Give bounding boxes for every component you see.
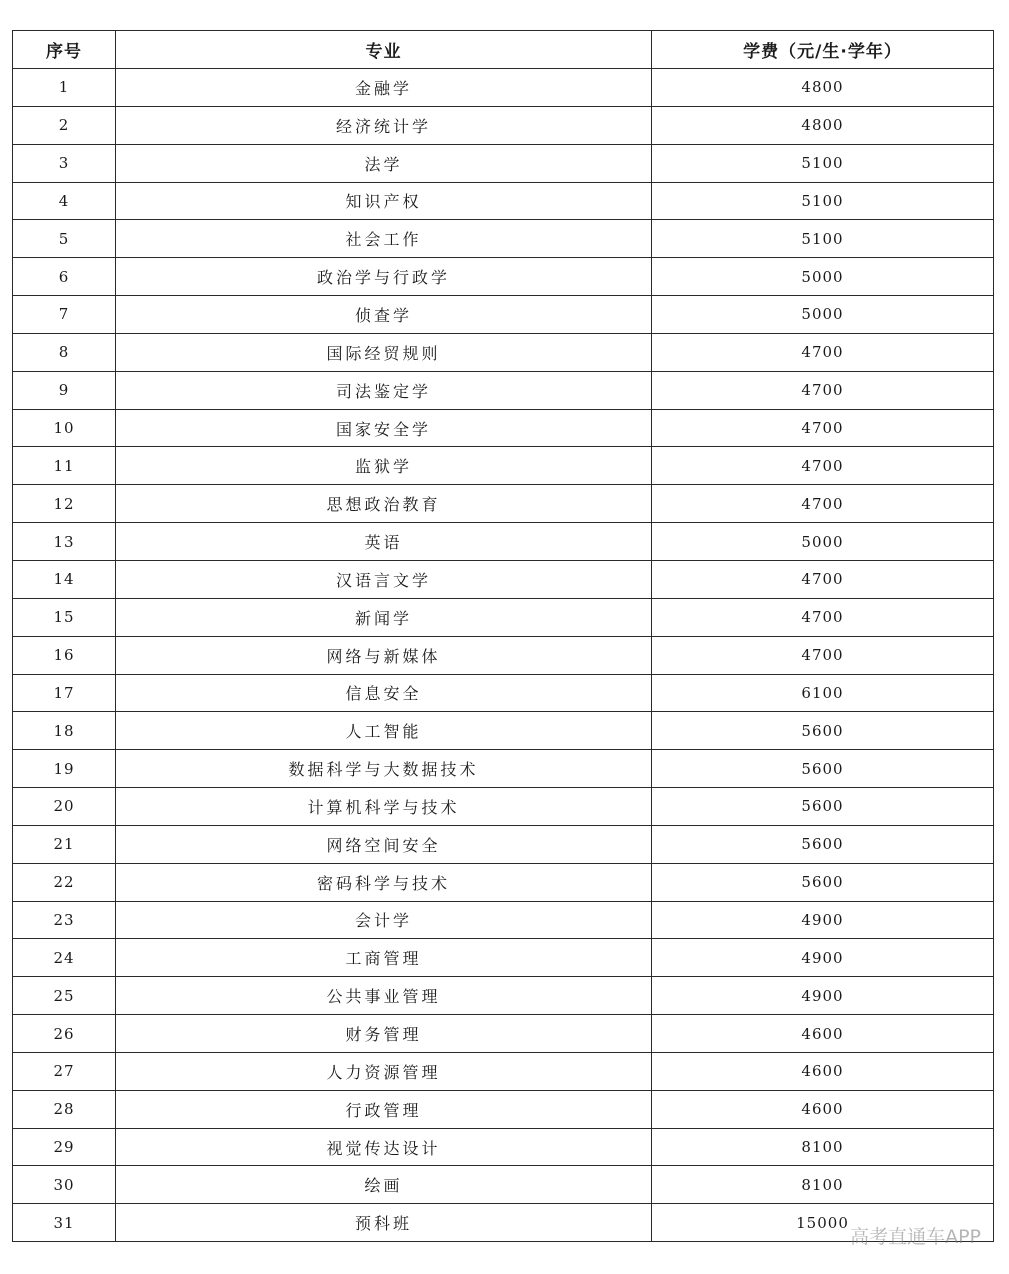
row-index: 20 [13,788,116,826]
table-row [13,1166,994,1204]
row-fee: 4600 [652,1090,994,1128]
row-index: 1 [13,69,116,107]
table-row [13,560,994,598]
row-fee: 8100 [652,1128,994,1166]
row-index: 18 [13,712,116,750]
row-major: 网络与新媒体 [116,636,652,674]
row-index: 27 [13,1052,116,1090]
header-major: 专业 [116,31,652,69]
row-index: 14 [13,560,116,598]
row-fee: 4700 [652,333,994,371]
row-fee: 5000 [652,258,994,296]
row-fee: 4800 [652,106,994,144]
table-row [13,977,994,1015]
table-row [13,788,994,826]
table-row [13,69,994,107]
table-row [13,598,994,636]
row-major: 公共事业管理 [116,977,652,1015]
table-row [13,863,994,901]
row-index: 5 [13,220,116,258]
row-major: 侦查学 [116,296,652,334]
table-row [13,220,994,258]
row-major: 工商管理 [116,939,652,977]
table-row [13,258,994,296]
table-row [13,712,994,750]
row-major: 人力资源管理 [116,1052,652,1090]
row-fee: 5100 [652,220,994,258]
row-major: 知识产权 [116,182,652,220]
row-fee: 4700 [652,447,994,485]
table-row [13,674,994,712]
table-row [13,750,994,788]
row-index: 25 [13,977,116,1015]
table-row [13,371,994,409]
table-row [13,182,994,220]
row-fee: 4900 [652,977,994,1015]
row-major: 信息安全 [116,674,652,712]
row-index: 3 [13,144,116,182]
table-row [13,523,994,561]
row-index: 17 [13,674,116,712]
row-major: 计算机科学与技术 [116,788,652,826]
row-major: 经济统计学 [116,106,652,144]
tuition-fee-table [12,30,994,1242]
row-index: 15 [13,598,116,636]
row-index: 13 [13,523,116,561]
row-major: 行政管理 [116,1090,652,1128]
table-body [13,69,994,1242]
row-major: 财务管理 [116,1015,652,1053]
row-fee: 4700 [652,560,994,598]
row-major: 新闻学 [116,598,652,636]
row-index: 26 [13,1015,116,1053]
row-fee: 5100 [652,144,994,182]
row-fee: 4600 [652,1052,994,1090]
row-fee: 4700 [652,485,994,523]
row-index: 7 [13,296,116,334]
row-fee: 5600 [652,863,994,901]
row-major: 人工智能 [116,712,652,750]
row-fee: 6100 [652,674,994,712]
row-fee: 4700 [652,371,994,409]
table-row [13,106,994,144]
row-fee: 5600 [652,788,994,826]
table-row [13,1090,994,1128]
row-major: 法学 [116,144,652,182]
table-row [13,333,994,371]
row-fee: 5600 [652,712,994,750]
row-index: 9 [13,371,116,409]
row-index: 24 [13,939,116,977]
row-major: 汉语言文学 [116,560,652,598]
row-major: 金融学 [116,69,652,107]
row-index: 22 [13,863,116,901]
row-fee: 4900 [652,939,994,977]
header-fee: 学费（元/生·学年） [652,31,994,69]
table-header [13,31,994,69]
row-major: 政治学与行政学 [116,258,652,296]
row-fee: 5600 [652,825,994,863]
row-major: 监狱学 [116,447,652,485]
row-major: 国际经贸规则 [116,333,652,371]
row-fee: 8100 [652,1166,994,1204]
header-index: 序号 [13,31,116,69]
row-index: 6 [13,258,116,296]
row-major: 密码科学与技术 [116,863,652,901]
row-index: 12 [13,485,116,523]
row-index: 29 [13,1128,116,1166]
row-index: 11 [13,447,116,485]
row-index: 31 [13,1204,116,1242]
row-index: 2 [13,106,116,144]
row-fee: 5600 [652,750,994,788]
table-row [13,1052,994,1090]
table-row [13,1204,994,1242]
row-major: 国家安全学 [116,409,652,447]
row-major: 会计学 [116,901,652,939]
row-index: 8 [13,333,116,371]
row-index: 21 [13,825,116,863]
row-major: 司法鉴定学 [116,371,652,409]
row-major: 网络空间安全 [116,825,652,863]
row-fee: 4700 [652,636,994,674]
row-index: 10 [13,409,116,447]
row-major: 视觉传达设计 [116,1128,652,1166]
table-row [13,296,994,334]
table-row [13,485,994,523]
row-fee: 4700 [652,598,994,636]
row-index: 28 [13,1090,116,1128]
table-row [13,1015,994,1053]
row-major: 思想政治教育 [116,485,652,523]
row-index: 19 [13,750,116,788]
row-fee: 5100 [652,182,994,220]
row-fee: 4700 [652,409,994,447]
table-row [13,901,994,939]
row-major: 数据科学与大数据技术 [116,750,652,788]
row-fee: 5000 [652,523,994,561]
table-row [13,636,994,674]
table-row [13,825,994,863]
row-index: 30 [13,1166,116,1204]
header-row [13,31,994,69]
table-row [13,447,994,485]
row-major: 绘画 [116,1166,652,1204]
table-row [13,144,994,182]
table-row [13,1128,994,1166]
row-major: 社会工作 [116,220,652,258]
row-major: 英语 [116,523,652,561]
row-fee: 4900 [652,901,994,939]
row-fee: 15000 [652,1204,994,1242]
row-fee: 5000 [652,296,994,334]
row-index: 23 [13,901,116,939]
row-index: 4 [13,182,116,220]
watermark: 高考直通车APP [850,1226,981,1248]
table-row [13,409,994,447]
row-index: 16 [13,636,116,674]
row-major: 预科班 [116,1204,652,1242]
row-fee: 4600 [652,1015,994,1053]
row-fee: 4800 [652,69,994,107]
table-row [13,939,994,977]
